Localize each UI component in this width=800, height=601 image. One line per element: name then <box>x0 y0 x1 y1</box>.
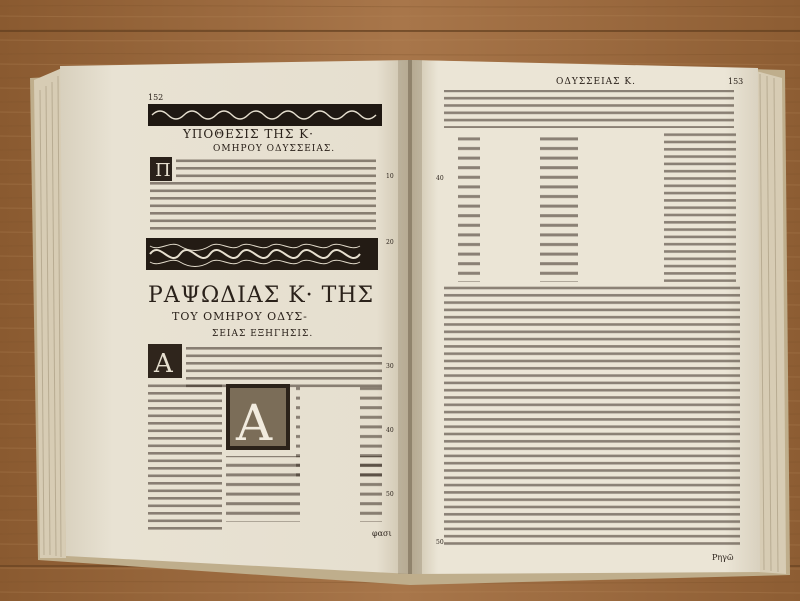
left-header-subtitle: ΟΜΗΡΟΥ ΟΔΥΣΣΕΙΑΣ. <box>213 144 336 154</box>
historiated-initial-alpha-large-icon <box>226 384 290 452</box>
margin-number: 10 <box>386 173 394 180</box>
left-main-title: ΡΑΨΩΔΙΑΣ Κ· ΤΗΣ <box>148 283 375 308</box>
right-running-head: ΟΔΥΣΣΕΙΑΣ Κ. <box>556 77 636 87</box>
left-page-number: 152 <box>148 93 164 102</box>
table-board-seam <box>0 30 800 32</box>
woodcut-ornament-icon <box>146 238 378 270</box>
left-catchword: φασι <box>372 529 392 538</box>
right-prose-top <box>444 90 734 128</box>
historiated-initial-pi-icon <box>150 157 172 181</box>
svg-text:A: A <box>154 349 173 379</box>
svg-text:A: A <box>236 394 273 452</box>
historiated-initial-alpha-small-icon <box>148 344 182 379</box>
right-poem-block <box>458 132 578 282</box>
svg-text:Π: Π <box>155 160 171 181</box>
margin-number: 50 <box>386 491 394 498</box>
left-sub-title-2: ΣΕΙΑΣ ΕΞΗΓΗΣΙΣ. <box>212 329 314 339</box>
left-sub-title-1: ΤΟΥ ΟΜΗΡΟΥ ΟΔΥΣ- <box>172 310 308 323</box>
right-prose-body <box>444 286 740 548</box>
left-header-title: ΥΠΟΘΕΣΙΣ ΤΗΣ Κ· <box>183 127 314 141</box>
margin-number: 30 <box>386 363 394 370</box>
argument-paragraph <box>176 156 376 178</box>
right-side-commentary <box>664 132 736 282</box>
margin-number: 40 <box>386 427 394 434</box>
right-catchword: Ρηγῶ <box>712 553 734 562</box>
commentary-text-left-column <box>148 382 222 532</box>
commentary-text-top <box>186 344 382 388</box>
right-page-number: 153 <box>728 77 744 86</box>
header-ornament-band <box>148 104 382 126</box>
margin-number: 20 <box>386 239 394 246</box>
margin-number: 50 <box>436 539 444 546</box>
margin-number: 40 <box>436 175 444 182</box>
